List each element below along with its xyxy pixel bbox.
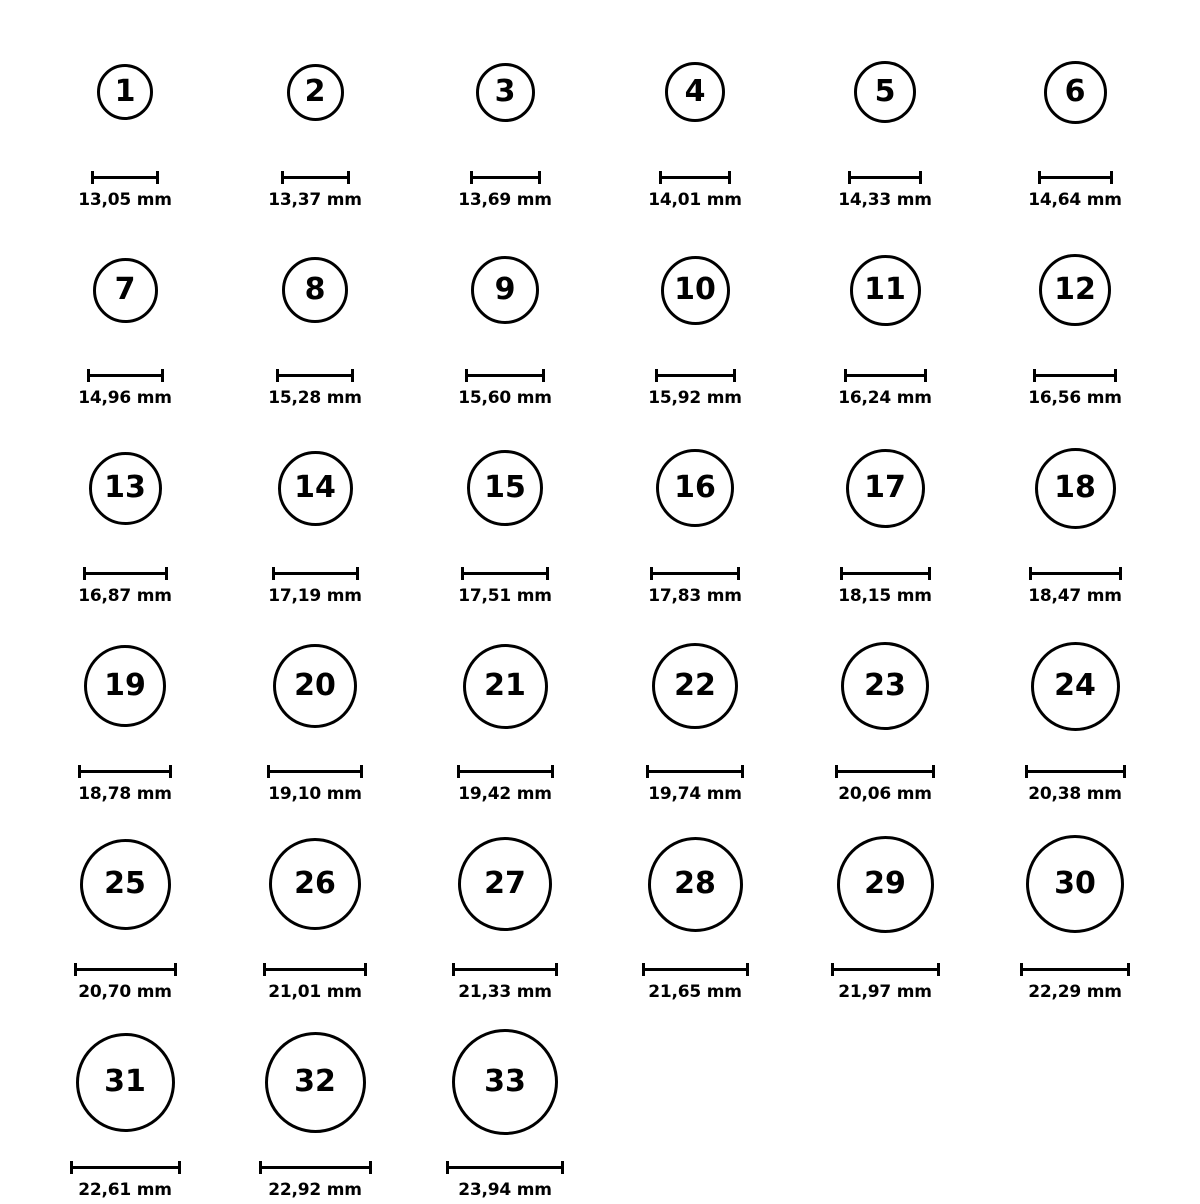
measure-caliper-icon	[461, 566, 549, 580]
ring-size-number: 7	[114, 272, 136, 307]
ring-size-number: 13	[104, 470, 146, 505]
ring-size-cell	[220, 16, 410, 214]
ring-diameter-label: 16,87 mm	[78, 586, 172, 606]
ring-circle	[1035, 448, 1116, 529]
ring-circle	[265, 1032, 366, 1133]
measure-caliper-icon	[659, 170, 731, 184]
ring-circle-wrap	[1044, 16, 1107, 168]
ring-circle-wrap	[80, 808, 171, 960]
ring-size-number: 22	[674, 668, 716, 703]
ring-diameter-label: 22,29 mm	[1028, 982, 1122, 1002]
ring-circle	[471, 256, 539, 324]
measure-bar	[452, 968, 558, 971]
ring-circle	[287, 64, 344, 121]
ring-circle	[84, 645, 166, 727]
ring-circle	[97, 64, 153, 120]
ring-size-number: 2	[304, 74, 326, 109]
ring-size-number: 9	[494, 272, 516, 307]
ring-diameter-label: 21,33 mm	[458, 982, 552, 1002]
measure-caliper-icon	[259, 1160, 372, 1174]
ring-circle	[837, 836, 934, 933]
measure-caliper-icon	[263, 962, 367, 976]
ring-size-cell	[30, 808, 220, 1006]
ring-size-number: 25	[104, 866, 146, 901]
ring-circle	[282, 257, 348, 323]
ring-size-number: 23	[864, 668, 906, 703]
measure-bar	[91, 176, 159, 179]
ring-circle-wrap	[1026, 808, 1124, 960]
ring-diameter-label: 23,94 mm	[458, 1180, 552, 1200]
measure-caliper-icon	[831, 962, 940, 976]
ring-diameter-label: 16,56 mm	[1028, 388, 1122, 408]
measure-bar	[74, 968, 177, 971]
ring-circle	[93, 258, 158, 323]
ring-diameter-label: 14,33 mm	[838, 190, 932, 210]
ring-size-cell	[980, 214, 1170, 412]
measure-bar	[646, 770, 744, 773]
ring-diameter-label: 14,64 mm	[1028, 190, 1122, 210]
ring-size-number: 6	[1064, 74, 1086, 109]
ring-size-cell	[980, 610, 1170, 808]
ring-size-number: 27	[484, 866, 526, 901]
ring-size-number: 33	[484, 1064, 526, 1099]
measure-bar	[650, 572, 740, 575]
ring-circle-wrap	[648, 808, 743, 960]
measure-caliper-icon	[1025, 764, 1126, 778]
ring-circle-wrap	[452, 1006, 558, 1158]
ring-size-cell	[600, 412, 790, 610]
ring-diameter-label: 14,01 mm	[648, 190, 742, 210]
ring-size-number: 11	[864, 272, 906, 307]
measure-caliper-icon	[272, 566, 359, 580]
ring-size-number: 29	[864, 866, 906, 901]
measure-caliper-icon	[281, 170, 350, 184]
ring-diameter-label: 18,47 mm	[1028, 586, 1122, 606]
ring-size-cell	[790, 16, 980, 214]
ring-size-cell	[790, 412, 980, 610]
ring-size-number: 26	[294, 866, 336, 901]
ring-circle	[656, 449, 734, 527]
measure-bar	[1029, 572, 1122, 575]
ring-circle	[1031, 642, 1120, 731]
ring-circle-wrap	[471, 214, 539, 366]
ring-circle-wrap	[850, 214, 921, 366]
measure-bar	[272, 572, 359, 575]
ring-circle-wrap	[93, 214, 158, 366]
measure-bar	[642, 968, 749, 971]
ring-size-cell	[410, 610, 600, 808]
measure-bar	[1025, 770, 1126, 773]
measure-bar	[1038, 176, 1113, 179]
ring-diameter-label: 19,42 mm	[458, 784, 552, 804]
ring-circle-wrap	[1035, 412, 1116, 564]
ring-size-number: 14	[294, 470, 336, 505]
ring-circle	[463, 644, 548, 729]
ring-circle-wrap	[665, 16, 725, 168]
ring-size-cell	[600, 16, 790, 214]
ring-size-number: 15	[484, 470, 526, 505]
ring-circle-wrap	[458, 808, 552, 960]
ring-circle-wrap	[287, 16, 344, 168]
ring-circle	[452, 1029, 558, 1135]
ring-circle-wrap	[265, 1006, 366, 1158]
measure-caliper-icon	[87, 368, 164, 382]
ring-size-cell	[980, 808, 1170, 1006]
ring-circle-wrap	[656, 412, 734, 564]
measure-caliper-icon	[1038, 170, 1113, 184]
measure-caliper-icon	[78, 764, 172, 778]
ring-diameter-label: 18,15 mm	[838, 586, 932, 606]
ring-size-cell	[30, 412, 220, 610]
measure-bar	[470, 176, 541, 179]
ring-size-cell	[410, 808, 600, 1006]
ring-diameter-label: 21,01 mm	[268, 982, 362, 1002]
measure-caliper-icon	[74, 962, 177, 976]
measure-bar	[457, 770, 554, 773]
measure-caliper-icon	[83, 566, 168, 580]
ring-circle	[467, 450, 543, 526]
ring-size-number: 10	[674, 272, 716, 307]
ring-size-cell	[600, 214, 790, 412]
measure-bar	[465, 374, 545, 377]
ring-size-cell	[600, 808, 790, 1006]
ring-size-number: 31	[104, 1064, 146, 1099]
measure-bar	[835, 770, 935, 773]
measure-bar	[461, 572, 549, 575]
grid-filler	[600, 1006, 790, 1204]
measure-caliper-icon	[465, 368, 545, 382]
ring-size-cell	[30, 214, 220, 412]
ring-diameter-label: 19,74 mm	[648, 784, 742, 804]
measure-bar	[848, 176, 922, 179]
ring-size-number: 18	[1054, 470, 1096, 505]
ring-size-cell	[220, 808, 410, 1006]
measure-caliper-icon	[646, 764, 744, 778]
measure-caliper-icon	[1033, 368, 1117, 382]
ring-diameter-label: 13,05 mm	[78, 190, 172, 210]
measure-bar	[83, 572, 168, 575]
ring-size-number: 3	[494, 74, 516, 109]
ring-circle-wrap	[76, 1006, 175, 1158]
measure-caliper-icon	[642, 962, 749, 976]
measure-caliper-icon	[457, 764, 554, 778]
ring-circle	[648, 837, 743, 932]
ring-size-number: 1	[114, 74, 136, 109]
ring-size-cell	[980, 16, 1170, 214]
ring-circle-wrap	[854, 16, 916, 168]
ring-diameter-label: 22,61 mm	[78, 1180, 172, 1200]
measure-caliper-icon	[276, 368, 354, 382]
ring-circle-wrap	[846, 412, 925, 564]
measure-caliper-icon	[655, 368, 736, 382]
ring-circle-wrap	[269, 808, 361, 960]
ring-size-number: 17	[864, 470, 906, 505]
measure-bar	[844, 374, 927, 377]
ring-size-cell	[30, 1006, 220, 1204]
ring-circle-wrap	[282, 214, 348, 366]
ring-size-cell	[410, 1006, 600, 1204]
measure-bar	[840, 572, 931, 575]
ring-size-number: 5	[874, 74, 896, 109]
ring-circle	[273, 644, 357, 728]
ring-size-cell	[410, 412, 600, 610]
ring-diameter-label: 15,28 mm	[268, 388, 362, 408]
measure-bar	[1033, 374, 1117, 377]
measure-bar	[259, 1166, 372, 1169]
ring-circle-wrap	[837, 808, 934, 960]
ring-circle	[1039, 254, 1111, 326]
ring-circle	[850, 255, 921, 326]
ring-circle	[278, 451, 353, 526]
ring-circle-wrap	[89, 412, 162, 564]
ring-size-grid	[30, 16, 1170, 1204]
ring-diameter-label: 17,83 mm	[648, 586, 742, 606]
ring-size-number: 21	[484, 668, 526, 703]
ring-size-cell	[600, 610, 790, 808]
ring-diameter-label: 18,78 mm	[78, 784, 172, 804]
measure-bar	[87, 374, 164, 377]
measure-bar	[78, 770, 172, 773]
ring-circle	[89, 452, 162, 525]
ring-circle	[665, 62, 725, 122]
ring-circle-wrap	[1039, 214, 1111, 366]
ring-circle-wrap	[278, 412, 353, 564]
ring-diameter-label: 22,92 mm	[268, 1180, 362, 1200]
ring-size-number: 19	[104, 668, 146, 703]
ring-circle-wrap	[476, 16, 535, 168]
measure-bar	[267, 770, 363, 773]
ring-circle	[80, 839, 171, 930]
measure-bar	[1020, 968, 1130, 971]
ring-size-number: 28	[674, 866, 716, 901]
ring-size-number: 12	[1054, 272, 1096, 307]
grid-filler	[980, 1006, 1170, 1204]
ring-circle	[458, 837, 552, 931]
ring-circle-wrap	[84, 610, 166, 762]
ring-size-number: 32	[294, 1064, 336, 1099]
ring-diameter-label: 20,06 mm	[838, 784, 932, 804]
ring-diameter-label: 20,70 mm	[78, 982, 172, 1002]
ring-circle	[661, 256, 730, 325]
measure-caliper-icon	[848, 170, 922, 184]
ring-size-cell	[30, 16, 220, 214]
measure-caliper-icon	[1020, 962, 1130, 976]
ring-circle	[1044, 61, 1107, 124]
ring-size-cell	[30, 610, 220, 808]
measure-caliper-icon	[91, 170, 159, 184]
ring-circle	[269, 838, 361, 930]
ring-diameter-label: 20,38 mm	[1028, 784, 1122, 804]
ring-size-number: 8	[304, 272, 326, 307]
grid-filler	[790, 1006, 980, 1204]
ring-circle	[1026, 835, 1124, 933]
ring-circle-wrap	[467, 412, 543, 564]
ring-circle-wrap	[1031, 610, 1120, 762]
measure-bar	[831, 968, 940, 971]
ring-size-cell	[220, 610, 410, 808]
ring-circle-wrap	[97, 16, 153, 168]
measure-caliper-icon	[844, 368, 927, 382]
measure-caliper-icon	[1029, 566, 1122, 580]
ring-circle	[476, 63, 535, 122]
ring-circle	[846, 449, 925, 528]
ring-size-number: 16	[674, 470, 716, 505]
ring-diameter-label: 21,97 mm	[838, 982, 932, 1002]
ring-diameter-label: 21,65 mm	[648, 982, 742, 1002]
ring-circle-wrap	[652, 610, 738, 762]
measure-bar	[263, 968, 367, 971]
measure-bar	[655, 374, 736, 377]
measure-caliper-icon	[650, 566, 740, 580]
ring-size-number: 24	[1054, 668, 1096, 703]
ring-size-cell	[220, 412, 410, 610]
measure-caliper-icon	[70, 1160, 181, 1174]
ring-size-cell	[220, 214, 410, 412]
ring-size-cell	[410, 214, 600, 412]
ring-circle	[652, 643, 738, 729]
ring-diameter-label: 13,37 mm	[268, 190, 362, 210]
ring-size-cell	[220, 1006, 410, 1204]
ring-size-number: 4	[684, 74, 706, 109]
ring-size-number: 30	[1054, 866, 1096, 901]
measure-caliper-icon	[470, 170, 541, 184]
ring-size-cell	[790, 808, 980, 1006]
ring-diameter-label: 15,60 mm	[458, 388, 552, 408]
measure-bar	[276, 374, 354, 377]
ring-diameter-label: 15,92 mm	[648, 388, 742, 408]
measure-bar	[446, 1166, 564, 1169]
ring-diameter-label: 13,69 mm	[458, 190, 552, 210]
ring-diameter-label: 16,24 mm	[838, 388, 932, 408]
measure-bar	[659, 176, 731, 179]
measure-bar	[281, 176, 350, 179]
measure-caliper-icon	[446, 1160, 564, 1174]
ring-circle-wrap	[463, 610, 548, 762]
ring-size-cell	[980, 412, 1170, 610]
measure-caliper-icon	[452, 962, 558, 976]
ring-circle-wrap	[841, 610, 929, 762]
ring-diameter-label: 14,96 mm	[78, 388, 172, 408]
ring-size-cell	[790, 610, 980, 808]
ring-diameter-label: 17,19 mm	[268, 586, 362, 606]
ring-diameter-label: 19,10 mm	[268, 784, 362, 804]
measure-bar	[70, 1166, 181, 1169]
measure-caliper-icon	[840, 566, 931, 580]
measure-caliper-icon	[835, 764, 935, 778]
ring-circle	[76, 1033, 175, 1132]
ring-circle	[841, 642, 929, 730]
measure-caliper-icon	[267, 764, 363, 778]
ring-size-number: 20	[294, 668, 336, 703]
ring-circle-wrap	[273, 610, 357, 762]
ring-circle-wrap	[661, 214, 730, 366]
ring-size-cell	[790, 214, 980, 412]
ring-size-cell	[410, 16, 600, 214]
ring-diameter-label: 17,51 mm	[458, 586, 552, 606]
ring-circle	[854, 61, 916, 123]
